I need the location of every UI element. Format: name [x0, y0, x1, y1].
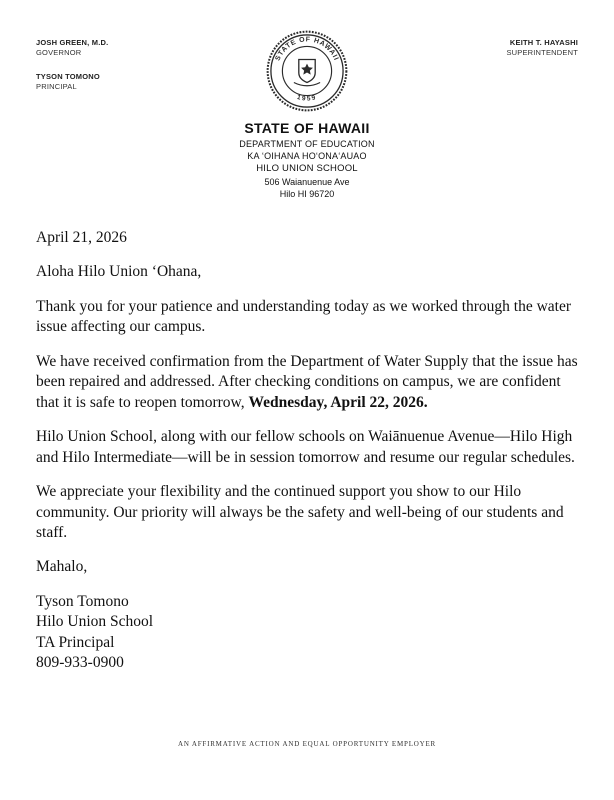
org-department-hawaiian: KA ʻOIHANA HOʻONAʻAUAO: [247, 151, 367, 161]
signature-name: Tyson Tomono: [36, 592, 129, 610]
letter-salutation: Aloha Hilo Union ʻOhana,: [36, 263, 202, 281]
signature-school: Hilo Union School: [36, 613, 154, 631]
paragraph-3: Hilo Union School, along with our fellow schools on Waiānuenue Avenue—Hilo High and Hilo Intermediate—will be in session tomorrow and resume our regular schedules.: [36, 428, 575, 466]
letter-date: April 21, 2026: [36, 229, 127, 246]
org-school-name: HILO UNION SCHOOL: [256, 163, 358, 174]
governor-name: JOSH GREEN, M.D.: [36, 38, 109, 47]
superintendent-block: [506, 38, 578, 58]
signature-block: [36, 592, 580, 674]
officials-left-block: [36, 38, 108, 107]
governor-title: GOVERNOR: [36, 48, 82, 58]
paragraph-2-text: We have received confirmation from the Department of Water Supply that the issue has been repaired and addressed. After checking conditions on campus, we are confident that it is safe to reopen tomorrow,: [36, 352, 578, 411]
paragraph-4: We appreciate your flexibility and the continued support you show to our Hilo community. Our priority will always be the safety and well-being of our students and staff.: [36, 483, 564, 541]
principal-title: PRINCIPAL: [36, 82, 77, 92]
paragraph-2: [36, 352, 580, 413]
superintendent-title: SUPERINTENDENT: [506, 48, 578, 58]
signature-title: TA Principal: [36, 633, 115, 651]
footer-eeo-statement: AN AFFIRMATIVE ACTION AND EQUAL OPPORTUNITY EMPLOYER: [177, 740, 437, 748]
governor-block: [36, 38, 108, 58]
superintendent-name: KEITH T. HAYASHI: [509, 38, 578, 47]
paragraph-1: Thank you for your patience and understanding today as we worked through the water issue affecting our campus.: [36, 297, 572, 336]
letter-body: [36, 228, 580, 674]
org-address-street: 506 Waianuenue Ave: [264, 177, 350, 187]
seal-arc-top-text: STATE OF HAWAII: [274, 36, 340, 62]
letterhead: [0, 0, 614, 215]
letter-closing: Mahalo,: [36, 558, 88, 576]
signature-phone: 809-933-0900: [36, 654, 124, 672]
org-block: [0, 120, 614, 201]
org-department: DEPARTMENT OF EDUCATION: [239, 139, 375, 149]
seal-arc-bottom-text: 1959: [296, 93, 318, 103]
paragraph-2-bold-date: Wednesday, April 22, 2026.: [248, 393, 428, 411]
org-state: STATE OF HAWAII: [244, 120, 370, 136]
principal-name: TYSON TOMONO: [36, 72, 100, 82]
svg-text:STATE OF HAWAII: [275, 36, 340, 62]
seal-star-shape: [301, 64, 313, 75]
hawaii-state-seal-icon: [266, 30, 348, 112]
principal-block: [36, 72, 108, 92]
officials-right-block: [506, 38, 578, 72]
org-address-city: Hilo HI 96720: [279, 189, 335, 199]
